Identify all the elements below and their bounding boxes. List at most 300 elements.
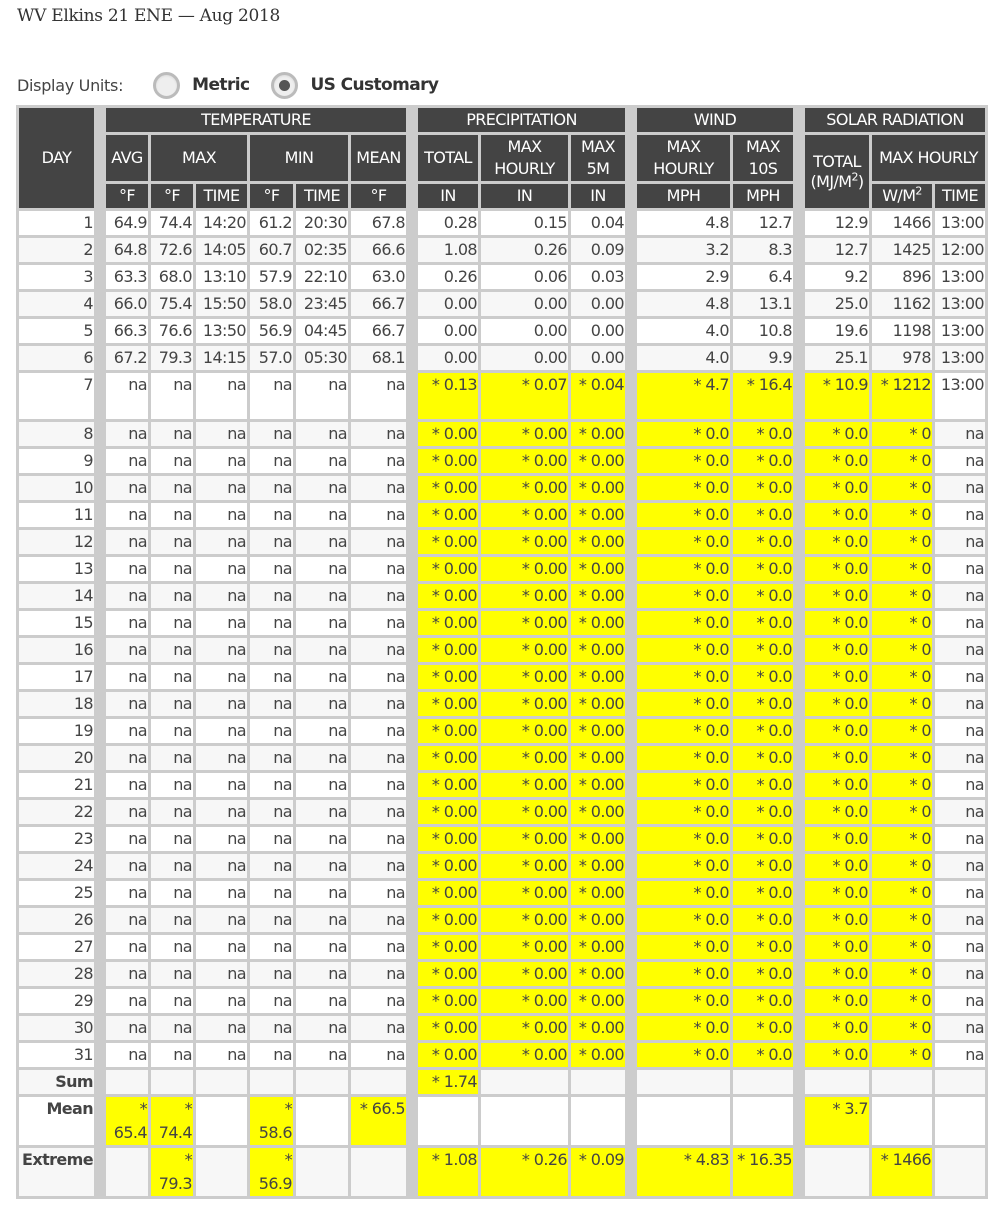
header-solar-total — [805, 135, 869, 208]
cell-min-f: na — [250, 373, 293, 419]
cell-wind-max-hourly: * 0.0 — [637, 692, 730, 716]
cell-wind-max-hourly: * 0.0 — [637, 476, 730, 500]
cell-max-f: na — [151, 800, 193, 824]
cell-min-time: 05:30 — [296, 346, 348, 370]
group-gap — [628, 719, 634, 743]
unit-wind-max-hourly: MPH — [637, 184, 730, 208]
cell-precip-max-5m: * 0.00 — [571, 800, 625, 824]
cell-solar-max-time: na — [935, 746, 985, 770]
table-row — [19, 449, 985, 473]
cell-avg: 66.0 — [106, 292, 148, 316]
cell-precip-max-hourly: * 0.00 — [481, 908, 568, 932]
group-gap — [628, 319, 634, 343]
cell-wind-max-10s: * 0.0 — [733, 908, 793, 932]
cell-max-time: na — [196, 962, 247, 986]
cell-max-f: na — [151, 962, 193, 986]
group-gap — [409, 422, 415, 446]
cell-max-f: na — [151, 373, 193, 419]
cell-min-time: na — [296, 449, 348, 473]
cell-min-time: na — [296, 1016, 348, 1040]
cell-solar-max-wm2: * 0 — [872, 665, 932, 689]
cell-max-f: 76.6 — [151, 319, 193, 343]
group-gap — [97, 665, 103, 689]
cell-wind-max-hourly: * 0.0 — [637, 935, 730, 959]
cell-solar-max-wm2: * 0 — [872, 449, 932, 473]
cell-max-f: na — [151, 935, 193, 959]
table-row — [19, 557, 985, 581]
cell-wind-max-hourly: * 0.0 — [637, 719, 730, 743]
radio-unchecked-icon[interactable] — [153, 72, 180, 99]
cell-precip-max-5m: * 0.09 — [571, 1148, 625, 1196]
cell-wind-max-10s: * 0.0 — [733, 854, 793, 878]
table-row — [19, 638, 985, 662]
day-cell: 6 — [19, 346, 94, 370]
cell-max-time: 14:15 — [196, 346, 247, 370]
cell-min-time: na — [296, 746, 348, 770]
cell-wind-max-hourly: * 4.7 — [637, 373, 730, 419]
group-gap — [796, 265, 802, 289]
cell-precip-max-5m: * 0.00 — [571, 935, 625, 959]
cell-wind-max-hourly: * 0.0 — [637, 989, 730, 1013]
group-gap — [796, 422, 802, 446]
cell-solar-total: * 10.9 — [805, 373, 869, 419]
cell-precip-total: * 0.00 — [418, 827, 478, 851]
cell-avg — [106, 1070, 148, 1094]
cell-min-time: 22:10 — [296, 265, 348, 289]
group-gap — [409, 665, 415, 689]
cell-solar-total: * 0.0 — [805, 692, 869, 716]
group-gap — [796, 773, 802, 797]
cell-mean: na — [351, 989, 406, 1013]
cell-precip-total: * 0.00 — [418, 1016, 478, 1040]
cell-max-f: na — [151, 503, 193, 527]
cell-precip-total: * 0.00 — [418, 719, 478, 743]
cell-precip-max-5m: * 0.00 — [571, 908, 625, 932]
cell-mean — [351, 1148, 406, 1196]
cell-solar-max-time: 12:00 — [935, 238, 985, 262]
cell-min-f: 57.9 — [250, 265, 293, 289]
group-gap — [628, 773, 634, 797]
cell-max-time: na — [196, 530, 247, 554]
cell-min-time: na — [296, 692, 348, 716]
cell-max-time: na — [196, 1043, 247, 1067]
group-gap — [409, 908, 415, 932]
cell-precip-max-hourly: * 0.00 — [481, 476, 568, 500]
unit-precip-total: IN — [418, 184, 478, 208]
cell-solar-total: * 0.0 — [805, 1016, 869, 1040]
group-gap — [628, 530, 634, 554]
group-gap — [97, 611, 103, 635]
cell-avg: * 65.4 — [106, 1097, 148, 1145]
cell-precip-max-5m: * 0.00 — [571, 557, 625, 581]
group-gap — [628, 962, 634, 986]
cell-max-time: na — [196, 557, 247, 581]
cell-solar-max-wm2: * 0 — [872, 584, 932, 608]
cell-min-time: na — [296, 503, 348, 527]
group-gap — [796, 530, 802, 554]
cell-max-f: na — [151, 827, 193, 851]
cell-wind-max-hourly: * 0.0 — [637, 530, 730, 554]
cell-avg: na — [106, 530, 148, 554]
display-units — [17, 68, 446, 102]
table-row — [19, 800, 985, 824]
cell-min-f: na — [250, 746, 293, 770]
cell-precip-total: * 0.00 — [418, 989, 478, 1013]
cell-max-time — [196, 1148, 247, 1196]
day-cell: 11 — [19, 503, 94, 527]
cell-wind-max-10s: * 0.0 — [733, 665, 793, 689]
cell-precip-total: * 0.00 — [418, 881, 478, 905]
group-gap — [628, 746, 634, 770]
group-gap — [796, 584, 802, 608]
cell-wind-max-hourly: * 0.0 — [637, 584, 730, 608]
group-gap — [97, 346, 103, 370]
cell-min-time — [296, 1070, 348, 1094]
day-cell: 26 — [19, 908, 94, 932]
header-temp-mean: MEAN — [351, 135, 406, 181]
table-row — [19, 854, 985, 878]
day-cell: 5 — [19, 319, 94, 343]
cell-precip-total: * 0.00 — [418, 557, 478, 581]
cell-mean: 63.0 — [351, 265, 406, 289]
cell-solar-max-time: na — [935, 773, 985, 797]
group-gap — [796, 1016, 802, 1040]
header-solar-max-hourly: MAX HOURLY — [872, 135, 985, 181]
cell-mean: na — [351, 773, 406, 797]
cell-mean: na — [351, 719, 406, 743]
cell-min-time: na — [296, 1043, 348, 1067]
cell-avg: na — [106, 373, 148, 419]
cell-wind-max-hourly: * 0.0 — [637, 881, 730, 905]
cell-mean: na — [351, 665, 406, 689]
table-row — [19, 935, 985, 959]
cell-min-time: na — [296, 773, 348, 797]
group-gap — [628, 422, 634, 446]
summary-row — [19, 1097, 985, 1145]
cell-precip-total: * 0.00 — [418, 503, 478, 527]
cell-wind-max-10s: * 0.0 — [733, 422, 793, 446]
cell-solar-total: * 0.0 — [805, 908, 869, 932]
group-gap — [628, 476, 634, 500]
cell-solar-max-wm2: * 1466 — [872, 1148, 932, 1196]
cell-precip-total: * 0.00 — [418, 530, 478, 554]
cell-max-time: 14:20 — [196, 211, 247, 235]
unit-precip-max-5m: IN — [571, 184, 625, 208]
radio-metric-label[interactable]: Metric — [192, 75, 250, 95]
cell-avg: na — [106, 989, 148, 1013]
cell-max-f: na — [151, 719, 193, 743]
group-gap — [796, 503, 802, 527]
group-gap — [628, 449, 634, 473]
cell-min-time: 20:30 — [296, 211, 348, 235]
unit-min-f: °F — [250, 184, 293, 208]
cell-precip-max-5m: * 0.00 — [571, 584, 625, 608]
day-cell: 20 — [19, 746, 94, 770]
cell-precip-max-hourly: 0.00 — [481, 319, 568, 343]
cell-mean: 66.7 — [351, 292, 406, 316]
cell-min-time: 23:45 — [296, 292, 348, 316]
cell-max-time: na — [196, 908, 247, 932]
cell-solar-max-time: 13:00 — [935, 319, 985, 343]
cell-mean — [351, 1070, 406, 1094]
group-gap — [409, 611, 415, 635]
cell-max-time: 13:50 — [196, 319, 247, 343]
group-gap — [409, 1148, 415, 1196]
cell-min-f: * 56.9 — [250, 1148, 293, 1196]
cell-precip-max-5m: * 0.00 — [571, 746, 625, 770]
group-gap — [97, 692, 103, 716]
group-gap — [796, 827, 802, 851]
day-cell: 30 — [19, 1016, 94, 1040]
group-gap — [628, 881, 634, 905]
group-gap — [796, 211, 802, 235]
cell-precip-max-5m: * 0.00 — [571, 665, 625, 689]
cell-wind-max-10s: * 0.0 — [733, 989, 793, 1013]
cell-solar-max-wm2: 978 — [872, 346, 932, 370]
cell-solar-total: * 0.0 — [805, 422, 869, 446]
header-wind-max-hourly: MAX HOURLY — [637, 135, 730, 181]
cell-min-time: na — [296, 827, 348, 851]
group-gap — [97, 530, 103, 554]
cell-min-time: na — [296, 881, 348, 905]
cell-precip-max-5m: 0.00 — [571, 346, 625, 370]
cell-min-time: na — [296, 935, 348, 959]
cell-solar-total: 12.9 — [805, 211, 869, 235]
group-gap — [409, 476, 415, 500]
group-gap — [97, 108, 103, 208]
radio-metric[interactable] — [153, 72, 249, 99]
cell-precip-total: * 0.00 — [418, 449, 478, 473]
day-cell: 16 — [19, 638, 94, 662]
group-gap — [796, 800, 802, 824]
cell-wind-max-10s — [733, 1097, 793, 1145]
cell-wind-max-10s: * 0.0 — [733, 692, 793, 716]
cell-precip-max-hourly: * 0.00 — [481, 557, 568, 581]
table-row — [19, 530, 985, 554]
cell-min-time: na — [296, 854, 348, 878]
cell-solar-total: * 0.0 — [805, 746, 869, 770]
unit-max-time: TIME — [196, 184, 247, 208]
group-gap — [97, 373, 103, 419]
cell-precip-max-hourly: * 0.00 — [481, 935, 568, 959]
cell-max-time: na — [196, 719, 247, 743]
unit-wind-max-10s: MPH — [733, 184, 793, 208]
cell-solar-max-wm2: 1466 — [872, 211, 932, 235]
cell-min-f: 61.2 — [250, 211, 293, 235]
unit-end: ) — [857, 171, 864, 191]
cell-solar-max-wm2: * 0 — [872, 1016, 932, 1040]
unit-sup: 2 — [851, 170, 858, 184]
cell-precip-max-hourly: 0.00 — [481, 346, 568, 370]
cell-max-time: na — [196, 1016, 247, 1040]
cell-wind-max-10s: 10.8 — [733, 319, 793, 343]
cell-wind-max-10s: * 0.0 — [733, 503, 793, 527]
table-row — [19, 665, 985, 689]
cell-solar-max-time: na — [935, 422, 985, 446]
cell-precip-total: * 0.00 — [418, 800, 478, 824]
cell-solar-total: * 0.0 — [805, 665, 869, 689]
cell-min-f: na — [250, 1016, 293, 1040]
group-gap — [409, 827, 415, 851]
group-gap — [796, 719, 802, 743]
cell-precip-max-5m: * 0.00 — [571, 449, 625, 473]
group-gap — [628, 1148, 634, 1196]
group-gap — [628, 935, 634, 959]
cell-solar-total: * 0.0 — [805, 773, 869, 797]
day-cell: 19 — [19, 719, 94, 743]
cell-max-f: na — [151, 881, 193, 905]
group-gap — [97, 584, 103, 608]
cell-mean: na — [351, 962, 406, 986]
cell-max-f: 68.0 — [151, 265, 193, 289]
cell-max-f: na — [151, 611, 193, 635]
group-gap — [409, 530, 415, 554]
group-gap — [796, 292, 802, 316]
table-row — [19, 373, 985, 419]
header-wind-max-10s: MAX 10S — [733, 135, 793, 181]
summary-label: Extreme — [19, 1148, 94, 1196]
cell-mean: na — [351, 557, 406, 581]
cell-avg: 63.3 — [106, 265, 148, 289]
summary-row — [19, 1148, 985, 1196]
group-gap — [628, 503, 634, 527]
cell-wind-max-10s: * 0.0 — [733, 935, 793, 959]
cell-precip-max-5m: * 0.00 — [571, 827, 625, 851]
cell-mean: * 66.5 — [351, 1097, 406, 1145]
header-precip-max-5m: MAX 5M — [571, 135, 625, 181]
cell-solar-max-time: na — [935, 1016, 985, 1040]
cell-solar-max-wm2: * 0 — [872, 530, 932, 554]
unit-solar-time: TIME — [935, 184, 985, 208]
cell-wind-max-10s: * 0.0 — [733, 584, 793, 608]
summary-label: Mean — [19, 1097, 94, 1145]
group-gap — [628, 908, 634, 932]
cell-precip-max-hourly: * 0.00 — [481, 989, 568, 1013]
cell-solar-max-time: na — [935, 854, 985, 878]
cell-precip-max-hourly: * 0.00 — [481, 1043, 568, 1067]
radio-us-customary-label[interactable]: US Customary — [310, 75, 439, 95]
cell-min-f: na — [250, 719, 293, 743]
cell-min-f: * 58.6 — [250, 1097, 293, 1145]
cell-solar-max-time: na — [935, 476, 985, 500]
cell-avg: na — [106, 638, 148, 662]
cell-min-f: na — [250, 503, 293, 527]
cell-min-f: 57.0 — [250, 346, 293, 370]
cell-wind-max-hourly: * 0.0 — [637, 827, 730, 851]
group-gap — [409, 292, 415, 316]
group-gap — [97, 773, 103, 797]
cell-solar-total: * 0.0 — [805, 989, 869, 1013]
header-precip-total: TOTAL — [418, 135, 478, 181]
cell-max-time: na — [196, 989, 247, 1013]
cell-wind-max-hourly: * 0.0 — [637, 773, 730, 797]
group-gap — [409, 989, 415, 1013]
cell-max-f: * 79.3 — [151, 1148, 193, 1196]
cell-precip-total: * 0.00 — [418, 935, 478, 959]
cell-precip-total: 0.26 — [418, 265, 478, 289]
cell-min-f — [250, 1070, 293, 1094]
cell-solar-max-time — [935, 1148, 985, 1196]
cell-precip-max-hourly: * 0.00 — [481, 692, 568, 716]
cell-mean: na — [351, 449, 406, 473]
group-gap — [796, 557, 802, 581]
cell-solar-total: * 0.0 — [805, 476, 869, 500]
cell-solar-max-wm2: * 1212 — [872, 373, 932, 419]
cell-precip-max-5m: * 0.00 — [571, 503, 625, 527]
unit-sup: 2 — [915, 184, 922, 198]
group-gap — [796, 854, 802, 878]
group-gap — [409, 373, 415, 419]
cell-wind-max-hourly: * 0.0 — [637, 611, 730, 635]
cell-solar-max-wm2: * 0 — [872, 800, 932, 824]
group-gap — [796, 1043, 802, 1067]
cell-max-time: na — [196, 773, 247, 797]
cell-min-f: na — [250, 1043, 293, 1067]
group-gap — [409, 1070, 415, 1094]
group-gap — [796, 108, 802, 208]
cell-avg: na — [106, 935, 148, 959]
cell-solar-total: * 0.0 — [805, 611, 869, 635]
cell-precip-max-hourly: 0.06 — [481, 265, 568, 289]
cell-avg: na — [106, 692, 148, 716]
cell-min-time — [296, 1148, 348, 1196]
cell-wind-max-10s: 8.3 — [733, 238, 793, 262]
cell-mean: 67.8 — [351, 211, 406, 235]
cell-wind-max-10s: * 0.0 — [733, 827, 793, 851]
cell-solar-max-time: na — [935, 530, 985, 554]
radio-checked-icon[interactable] — [271, 72, 298, 99]
radio-us-customary[interactable] — [271, 72, 438, 99]
table-row — [19, 746, 985, 770]
table-row — [19, 989, 985, 1013]
day-cell: 7 — [19, 373, 94, 419]
cell-max-time: na — [196, 854, 247, 878]
cell-max-time — [196, 1097, 247, 1145]
cell-min-time — [296, 1097, 348, 1145]
cell-solar-max-time: na — [935, 827, 985, 851]
cell-precip-total: * 0.00 — [418, 584, 478, 608]
cell-mean: na — [351, 373, 406, 419]
cell-precip-total: 0.00 — [418, 319, 478, 343]
day-cell: 29 — [19, 989, 94, 1013]
cell-wind-max-hourly: * 0.0 — [637, 854, 730, 878]
table-row — [19, 962, 985, 986]
table-row — [19, 238, 985, 262]
group-gap — [97, 1070, 103, 1094]
cell-wind-max-10s: 6.4 — [733, 265, 793, 289]
cell-wind-max-10s — [733, 1070, 793, 1094]
cell-avg: 64.9 — [106, 211, 148, 235]
cell-solar-max-wm2: * 0 — [872, 935, 932, 959]
cell-precip-max-5m: * 0.04 — [571, 373, 625, 419]
header-temp-avg: AVG — [106, 135, 148, 181]
cell-max-f: na — [151, 665, 193, 689]
cell-precip-max-hourly: * 0.00 — [481, 1016, 568, 1040]
group-gap — [97, 557, 103, 581]
group-gap — [97, 422, 103, 446]
cell-precip-max-5m: * 0.00 — [571, 773, 625, 797]
cell-precip-total: * 0.00 — [418, 773, 478, 797]
cell-max-time: na — [196, 638, 247, 662]
cell-min-f: na — [250, 530, 293, 554]
cell-wind-max-hourly: 4.8 — [637, 292, 730, 316]
cell-max-f — [151, 1070, 193, 1094]
cell-wind-max-hourly: * 0.0 — [637, 800, 730, 824]
cell-avg: na — [106, 881, 148, 905]
group-gap — [409, 557, 415, 581]
cell-precip-max-hourly: * 0.00 — [481, 746, 568, 770]
cell-precip-total: * 0.13 — [418, 373, 478, 419]
